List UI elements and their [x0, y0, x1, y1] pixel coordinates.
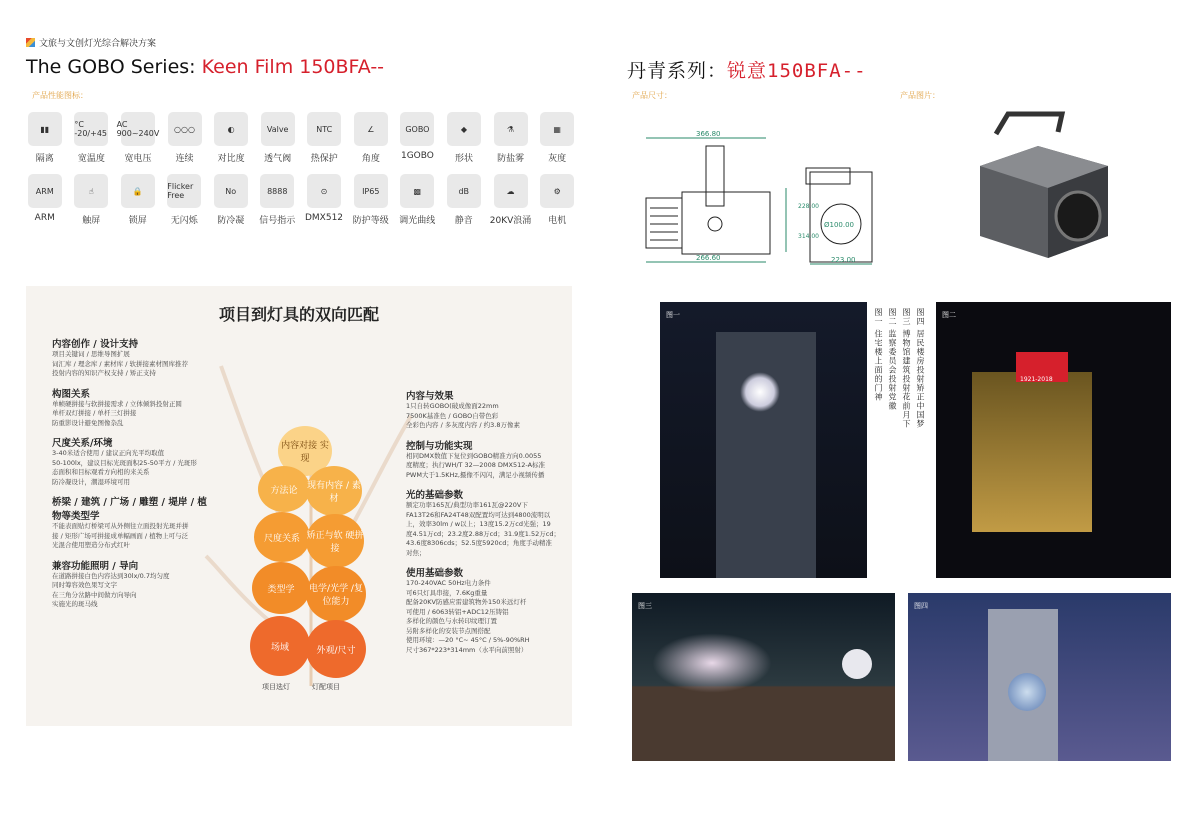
- icon-label: 触屏: [82, 216, 101, 226]
- title-english: The GOBO Series: Keen Film 150BFA--: [26, 56, 385, 78]
- feature-icon: Valve: [261, 112, 295, 146]
- icon-label: 无闪烁: [170, 216, 198, 226]
- feature-icon: IP65: [354, 174, 388, 208]
- section-line: 3-40米适合使用 / 建议正向光平均取值: [52, 449, 165, 457]
- photo-3: [632, 593, 895, 761]
- section-line: 43.6度8306cds；52.5度5920cd；角度手动精准: [406, 539, 552, 547]
- icon-cell: [259, 174, 297, 226]
- feature-icon: No: [214, 174, 248, 208]
- icon-label: 热保护: [310, 154, 338, 164]
- icon-label: 防盐雾: [497, 154, 525, 164]
- matching-panel: [26, 286, 572, 726]
- section-line: 可6只灯具串接，7.6Kg重量: [406, 588, 488, 597]
- leaf-top: 内容对接 实现: [278, 426, 332, 476]
- section-heading: 控制与功能实现: [406, 440, 473, 452]
- product-photo: [968, 106, 1128, 274]
- lens-dia-text: Ø100.00: [824, 221, 855, 229]
- photo-4: [908, 593, 1171, 761]
- front-body-rect: [810, 172, 872, 262]
- icon-cell: [26, 112, 64, 164]
- section-line: 多样化的颜色与水转印纹理订置: [406, 617, 497, 625]
- icon-label: 调光曲线: [399, 216, 436, 226]
- dimensions-label: 产品尺寸：: [632, 91, 672, 100]
- icon-cell: [212, 112, 250, 164]
- leaf-l3: 类型学: [252, 562, 310, 614]
- icon-cell: [492, 112, 530, 164]
- height-dim-text: 228.00: [798, 203, 819, 210]
- feature-icon: 🔒: [121, 174, 155, 208]
- icon-cell: [305, 112, 343, 164]
- photo-4-label: 图四: [914, 602, 928, 610]
- feature-icon: ☝: [74, 174, 108, 208]
- brand-logo-icon: [26, 38, 35, 47]
- dim-bottom-text: 266.60: [696, 254, 721, 262]
- icon-cell: [26, 174, 64, 226]
- fixture-lens: [1056, 192, 1100, 240]
- leaf-l2: 尺度关系: [254, 512, 310, 562]
- icon-label: 防冷凝: [217, 216, 245, 226]
- leaf-l1: 方法论: [258, 466, 310, 512]
- brand-line: 文旅与文创灯光综合解决方案: [26, 36, 156, 49]
- photo-1-building: [716, 332, 816, 578]
- icon-cell: [352, 174, 390, 226]
- section-line: 词汇库 / 理念库 / 素材库 / 软拼接素材图库推荐: [52, 359, 188, 368]
- caption-4: 图四 居民楼房投射矫正中国梦: [916, 308, 925, 429]
- title-chinese: 丹青系列：锐意150BFA--: [627, 60, 867, 82]
- feature-icon: ◐: [214, 112, 248, 146]
- dim-top-text: 366.80: [696, 130, 721, 138]
- icon-cell: [119, 174, 157, 226]
- section-line: 对焦；: [406, 548, 426, 557]
- fixture-yoke: [996, 114, 1062, 134]
- photo-3-moon: [842, 649, 872, 679]
- icon-label: 隔离: [35, 154, 54, 164]
- bottom-right-label: 灯配项目: [312, 683, 340, 691]
- section-line: 7500K基准色 / GOBO自带色彩: [406, 411, 499, 420]
- icon-label: 形状: [454, 154, 473, 164]
- icon-label: 灰度: [548, 154, 567, 164]
- photo-2-label: 图二: [942, 311, 956, 319]
- section-line: 态面积和目标观看方向相的来关系: [52, 468, 150, 476]
- icon-label: 连续: [175, 154, 194, 164]
- photo-3-label: 图三: [638, 602, 652, 610]
- photo-2-building: [972, 372, 1092, 532]
- caption-3: 图三 博物馆建筑投射花前月下: [902, 308, 911, 429]
- section-heading: 尺度关系/环境: [52, 438, 113, 449]
- section-heading: 使用基础参数: [406, 568, 464, 579]
- text-section: [406, 565, 566, 655]
- section-line: 在三角分岔路中间做方向导向: [52, 590, 137, 599]
- section-heading: 构图关系: [52, 388, 91, 400]
- section-line: 投射内容的知识产权支持 / 矫正支持: [52, 369, 156, 377]
- photo-2: [936, 302, 1171, 578]
- icon-cell: [166, 174, 204, 226]
- leaf-l4: 场域: [250, 616, 310, 676]
- section-line: 单帧硬拼接与软拼接需求 / 立体倾斜投射正圆: [52, 399, 182, 408]
- section-line: 额定功率165瓦/典型功率161瓦@220V下: [406, 501, 528, 509]
- icon-cell: [259, 112, 297, 164]
- icon-cell: [445, 112, 483, 164]
- feature-icon: ∠: [354, 112, 388, 146]
- section-line: 全彩色内容 / 多灰度内容 / 约3.8万像素: [406, 421, 520, 429]
- section-line: 防冷凝设计，潮湿环境可用: [52, 477, 130, 486]
- section-line: 配备20KV防感应雷建筑物外150米远灯杆: [406, 598, 527, 606]
- text-section: [406, 487, 566, 558]
- icon-cell: [212, 174, 250, 226]
- icon-cell: [352, 112, 390, 164]
- text-section: [52, 494, 212, 551]
- section-line: 1只自转GOBO(破成像面22mm: [406, 402, 499, 410]
- front-dim-text: 223.00: [831, 256, 856, 264]
- left-sections: [52, 336, 212, 617]
- icon-label: 20KV浪涌: [489, 216, 532, 226]
- side-body-rect: [682, 192, 770, 254]
- fins: [650, 208, 678, 240]
- icon-label: 电机: [548, 216, 567, 226]
- icon-row-2: [26, 174, 576, 226]
- photo-4-projection: [1008, 673, 1046, 711]
- photo-2-banner-text: 1921-2018: [1020, 376, 1053, 383]
- section-line: 度4.51万cd；23.2度2.88万cd；31.9度1.52万cd；: [406, 529, 560, 538]
- section-line: 使用环境：—20 °C~ 45°C / 5%-90%RH: [406, 636, 530, 644]
- icon-label: 角度: [361, 154, 380, 164]
- section-heading: 光的基础参数: [406, 490, 464, 501]
- feature-icon: ⚙: [540, 174, 574, 208]
- icon-cell: [73, 174, 111, 226]
- text-section: [406, 388, 566, 431]
- section-line: FA13T26和FA24T48双配置均可达到4800流明以: [406, 510, 551, 519]
- section-heading: 内容创作 / 设计支持: [52, 339, 139, 350]
- section-heading: 内容与效果: [406, 391, 454, 402]
- feature-icon: NTC: [307, 112, 341, 146]
- performance-icons: [26, 112, 576, 236]
- section-line: 50-100lx，建议目标光斑面积25-50平方 / 光斑形: [52, 458, 197, 467]
- section-line: 可使用 / 6063转铝+ADC12压铸铝: [406, 607, 509, 616]
- leaf-r3: 电学/光学 /复位能力: [306, 566, 366, 622]
- feature-icon: ○○○: [168, 112, 202, 146]
- dimension-drawing-front: [796, 138, 896, 268]
- performance-icons-label: 产品性能图标：: [32, 91, 88, 100]
- icon-cell: [399, 112, 437, 164]
- text-section: [52, 558, 212, 610]
- feature-icon: ◆: [447, 112, 481, 146]
- icon-cell: [305, 174, 343, 226]
- icon-cell: [166, 112, 204, 164]
- feature-icon: AC 900~240V: [121, 112, 155, 146]
- section-heading: 桥梁 / 建筑 / 广场 / 雕塑 / 堤岸 / 植物等类型学: [52, 497, 207, 522]
- section-line: 相同DMX数值下复位到GOBO精准方向0.0055: [406, 451, 542, 460]
- feature-icon: °C -20/+45: [74, 112, 108, 146]
- leaf-r1: 现有内容 / 素材: [306, 466, 362, 516]
- feature-icon: ⚗: [494, 112, 528, 146]
- bottom-left-label: 项目选灯: [262, 683, 290, 691]
- feature-icon: dB: [447, 174, 481, 208]
- section-line: 在道路拼接白色内容达到30lx/0.7均匀度: [52, 571, 170, 580]
- height-dim-text-2: 314.00: [798, 233, 819, 240]
- leaf-r2: 矫正与软 硬拼接: [306, 514, 364, 568]
- text-section: [52, 386, 212, 429]
- section-line: 项目关键词 / 思维导图扩展: [52, 350, 130, 358]
- text-section: [52, 435, 212, 487]
- section-line: 单杆双灯拼接 / 单杆三灯拼接: [52, 409, 137, 417]
- section-line: 防重影设计避免图像杂乱: [52, 418, 124, 427]
- product-photo-label: 产品图片：: [900, 91, 940, 100]
- caption-2: 图二 监察委员会投射党徽: [888, 308, 897, 411]
- pivot-circle: [708, 217, 722, 231]
- icon-label: 1GOBO: [400, 151, 434, 161]
- icon-label: 宽电压: [124, 154, 152, 164]
- yoke-arm: [706, 146, 724, 206]
- photo-1-label: 图一: [666, 311, 680, 319]
- icon-label: 防护等级: [352, 216, 389, 226]
- feature-icon: ▮▮: [28, 112, 62, 146]
- icon-row-1: [26, 112, 576, 164]
- icon-cell: [538, 112, 576, 164]
- section-line: 接 / 矩形广场可拼接成单幅画面 / 植物上可与泛: [52, 531, 189, 540]
- section-line: 170-240VAC 50Hz电力条件: [406, 579, 491, 587]
- icon-label: DMX512: [304, 213, 344, 223]
- feature-icon: Flicker Free: [167, 174, 201, 208]
- feature-icon: 8888: [260, 174, 294, 208]
- leaf-r4: 外观/尺寸: [306, 620, 366, 678]
- icon-cell: [445, 174, 483, 226]
- icon-cell: [539, 174, 577, 226]
- section-line: 不能表面贴灯桥梁可从外侧往立面投射光斑并拼: [52, 522, 189, 530]
- feature-icon: ARM: [28, 174, 62, 208]
- section-line: PWM大于1.5KHz,摄像不闪闪，满足小视频传播: [406, 470, 545, 479]
- feature-icon: ▩: [400, 174, 434, 208]
- section-line: 另附多样化的安装节点图搭配: [406, 626, 491, 635]
- section-line: 实施光的斑马线: [52, 600, 98, 608]
- feature-icon: ⊙: [307, 174, 341, 208]
- icon-label: 静音: [454, 216, 473, 226]
- panel-title: 项目到灯具的双向匹配: [218, 305, 379, 324]
- text-section: [406, 438, 566, 481]
- caption-1: 图一 住宅楼上面的门神: [874, 308, 883, 402]
- photo-1-projection: [740, 372, 780, 412]
- section-heading: 兼容功能照明 / 导向: [52, 560, 139, 572]
- right-sections: [406, 388, 566, 662]
- feature-icon: ☁: [494, 174, 528, 208]
- photo-3-projection: [652, 633, 772, 693]
- icon-cell: [399, 174, 437, 226]
- icon-cell: [116, 112, 160, 164]
- section-line: 光混合使用塑造分布式红叶: [52, 541, 130, 549]
- icon-label: 锁屏: [128, 216, 147, 226]
- icon-label: ARM: [34, 213, 55, 223]
- section-line: 上，效率30lm / w以上；13度15.2万cd光强；19: [406, 520, 551, 528]
- icon-label: 对比度: [217, 154, 245, 164]
- feature-icon: GOBO: [400, 112, 434, 146]
- icon-cell: [489, 174, 532, 226]
- photo-1: [660, 302, 867, 578]
- text-section: [52, 336, 212, 379]
- icon-label: 宽温度: [77, 154, 105, 164]
- section-line: 同时筹容效色果写文字: [52, 581, 117, 589]
- section-line: 度精度；执行WH/T 32—2008 DMX512-A标准: [406, 461, 546, 469]
- section-line: 尺寸367*223*314mm（水平向前照射）: [406, 645, 528, 654]
- feature-icon: ▦: [540, 112, 574, 146]
- icon-label: 信号指示: [259, 216, 296, 226]
- icon-cell: [73, 112, 111, 164]
- icon-label: 透气阀: [264, 154, 292, 164]
